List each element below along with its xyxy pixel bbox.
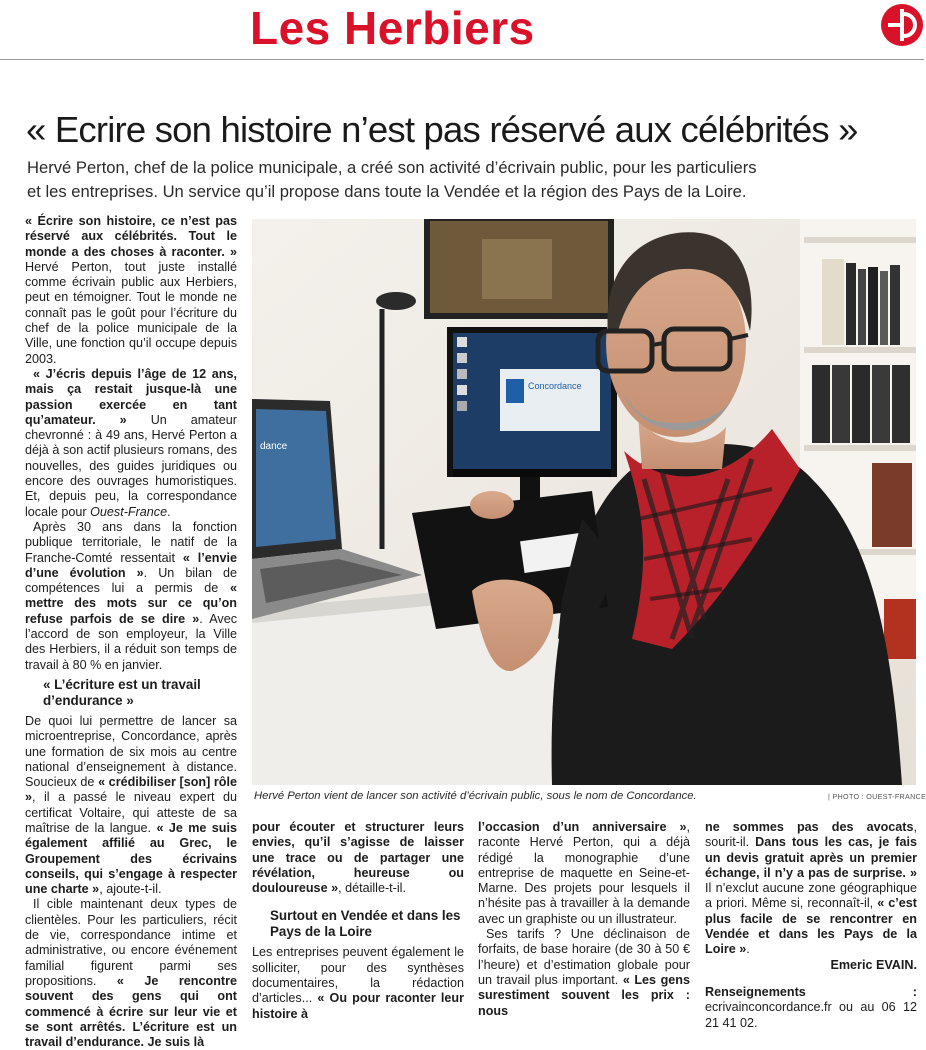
quote-bold: « Écrire son histoire, ce n’est pas réservé aux célébrités. Tout le monde a des choses à raconter. » <box>25 214 237 259</box>
screen-brand-text: Concordance <box>528 381 582 391</box>
text: . Un bilan de compétences lui a permis de <box>25 565 237 596</box>
text: Un amateur chevronné : à 49 ans, Hervé Perton a déjà à son actif plusieurs romans, des nouvelles, des guides juridiques ou encore des ouvrages humoristiques. Et, depuis peu, la correspondance locale pour <box>25 412 237 519</box>
quote-bold: pour écouter et structurer leurs envies, qu’il s’agisse de laisser une trace ou de partager une révélation, heureuse ou douloureuse » <box>252 820 464 896</box>
quote-bold: Dans tous les cas, je fais un devis gratuit après un premier échange, il n’y a pas de surprise. » <box>705 835 917 880</box>
paragraph <box>252 820 464 896</box>
text: Hervé Perton, tout juste installé comme écrivain public aux Herbiers, peut en témoigner. Tout le monde ne connaît pas le goût pour l’écriture du chef de la police municipale de la Ville, une fonction qu’il occupe depuis 2003. <box>25 259 237 366</box>
text: , détaille-t-il. <box>338 881 406 896</box>
header-rule <box>0 59 924 60</box>
text: , ajoute-t-il. <box>99 882 162 897</box>
photo-credit: | PHOTO : OUEST-FRANCE <box>828 792 926 801</box>
quote-bold: « l’envie d’une évolution » <box>25 550 237 580</box>
quote-bold: « Les gens surestiment souvent les prix : nous <box>478 972 690 1018</box>
quote-bold: « c’est plus facile de se rencontrer en Vendée et dans les Pays de la Loire » <box>705 896 917 957</box>
quote-bold: « Ou pour raconter leur histoire à <box>252 991 464 1021</box>
paragraph <box>478 820 690 927</box>
text: , sourit-il. <box>705 820 917 850</box>
quote-bold: « J’écris depuis l’âge de 12 ans, mais ça restait jusque-là une passion exercée en tant qu’amateur. » <box>25 366 237 427</box>
article-column-3 <box>478 820 690 1019</box>
paragraph <box>25 897 237 1050</box>
text: , raconte Hervé Perton, qui a déjà rédigé la monographie d’une entreprise de maquette en Seine-et-Marne. Des projets pour lesquels il n’hésite pas à travailler à la demande avec un graphiste ou un illustrateur. <box>478 820 690 926</box>
paragraph <box>705 820 917 958</box>
article-standfirst <box>27 156 907 204</box>
publication-name: Ouest-France <box>90 504 168 519</box>
article-column-2 <box>252 820 464 1022</box>
text: Ses tarifs ? Une déclinaison de forfaits, de base horaire (de 30 à 50 € l’heure) et d’estimation globale pour un travail plus important. <box>478 927 690 987</box>
text: . <box>746 942 750 957</box>
article-column-4 <box>705 820 917 1031</box>
standfirst-line-1: Hervé Perton, chef de la police municipale, a créé son activité d’écrivain public, pour les particuliers <box>27 158 757 177</box>
laptop-screen-text: dance <box>260 441 288 452</box>
quote-bold: ne sommes pas des avocats <box>705 820 914 834</box>
text: Il cible maintenant deux types de clientèles. Pour les particuliers, récit de vie, correspondance intime et administrative, ou encore événement familial figurent parmi ses propositions. <box>25 897 237 988</box>
contact-info <box>705 985 917 1031</box>
article-headline: « Ecrire son histoire n’est pas réservé aux célébrités » <box>26 109 858 150</box>
paragraph <box>478 927 690 1019</box>
quote-bold: l’occasion d’un anniversaire » <box>478 820 687 834</box>
section-title: Les Herbiers <box>250 2 535 54</box>
article-column-1 <box>25 214 237 1050</box>
newspaper-logo-icon <box>880 3 924 47</box>
quote-bold: « Je rencontre souvent des gens qui ont commencé à écrire sur leur vie et se sont arrêtés. L’écriture est un travail d’endurance. Je suis là <box>25 973 237 1050</box>
standfirst-line-2: et les entreprises. Un service qu’il propose dans toute la Vendée et la région des Pays de la Loire. <box>27 182 747 201</box>
paragraph <box>25 367 237 520</box>
quote-bold: « mettre des mots sur ce qu’on refuse parfois de se dire » <box>25 581 237 626</box>
subheading: « L’écriture est un travail d’endurance » <box>43 676 201 708</box>
info-text: ecrivainconcordance.fr ou au 06 12 21 41 02. <box>705 1000 917 1030</box>
text: Après 30 ans dans la fonction publique territoriale, le natif de la Franche-Comté ressentait <box>25 519 237 565</box>
text: , il a passé le niveau expert du certificat Voltaire, qui atteste de sa maîtrise de la langue. <box>25 790 237 835</box>
quote-bold: « crédibiliser [son] rôle » <box>25 775 237 805</box>
photo-caption: Hervé Perton vient de lancer son activité d’écrivain public, sous le nom de Concordance. <box>254 790 697 802</box>
article-photo <box>252 219 916 785</box>
paragraph <box>252 945 464 1021</box>
text: De quoi lui permettre de lancer sa microentreprise, Concordance, après une formation de six mois au centre national d’enseignement à distance. Soucieux de <box>25 713 237 790</box>
info-label: Renseignements : <box>705 984 917 999</box>
paragraph <box>25 714 237 898</box>
subheading: Surtout en Vendée et dans les Pays de la Loire <box>270 908 461 940</box>
text: . Avec l’accord de son employeur, la Ville des Herbiers, il a réduit son temps de travail à 80 % en janvier. <box>25 611 237 672</box>
paragraph <box>25 520 237 673</box>
text: . <box>167 504 171 519</box>
author-signature: Emeric EVAIN. <box>830 957 917 972</box>
text: Il n’exclut aucune zone géographique a priori. Même si, reconnaît-il, <box>705 881 917 911</box>
quote-bold: « Je me suis également affilié au Grec, le Groupement des écrivains conseils, qui s’engage à respecter une charte » <box>25 820 237 897</box>
text: Les entreprises peuvent également le solliciter, pour des synthèses documentaires, la rédaction d’articles... <box>252 945 464 1006</box>
paragraph <box>25 214 237 367</box>
